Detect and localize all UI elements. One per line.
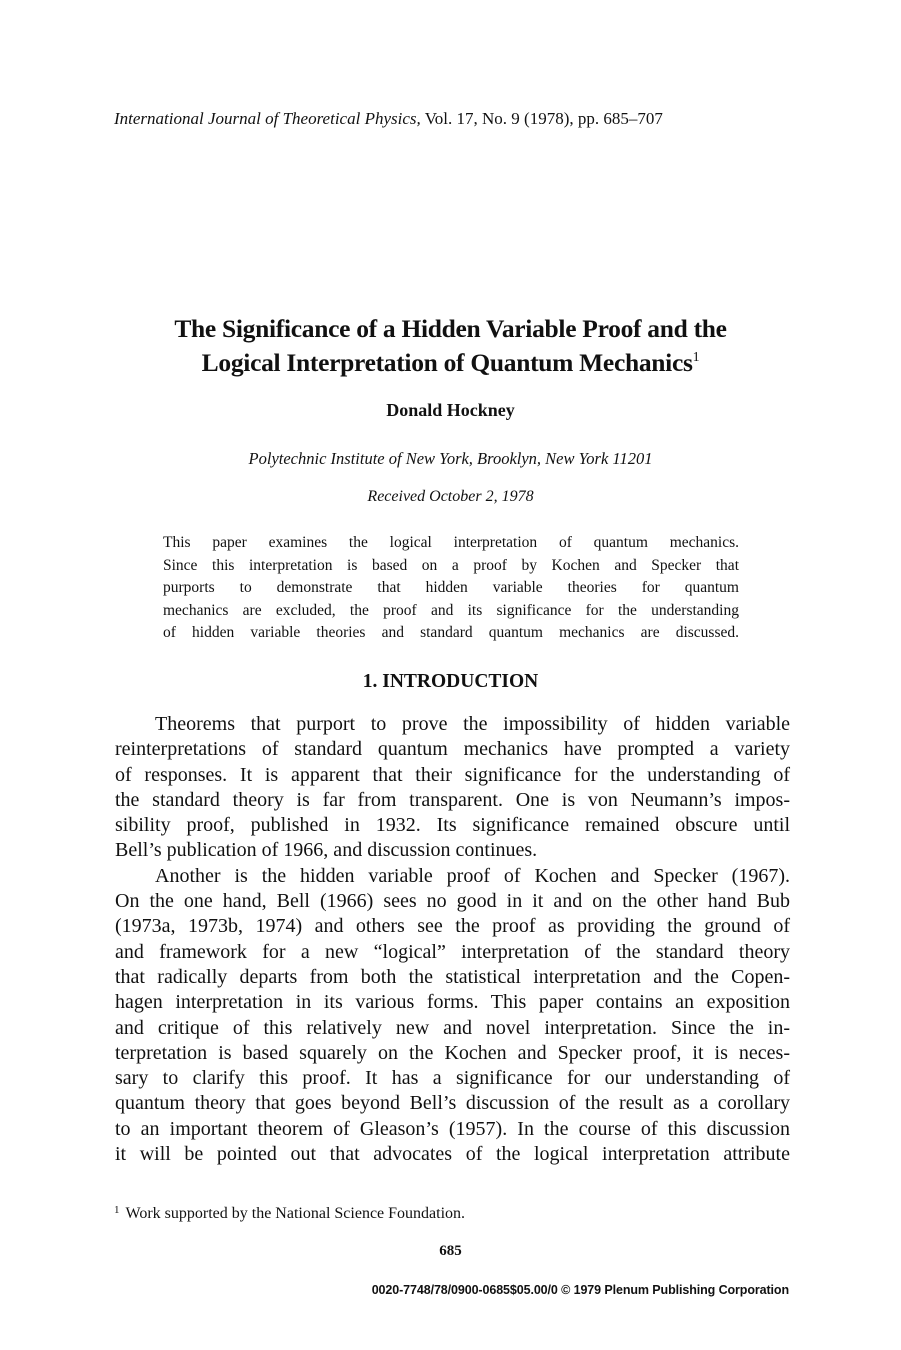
journal-volume: Vol. 17, No. 9 (1978), pp. 685–707 — [420, 109, 663, 128]
footnote-text: Work supported by the National Science Foundation. — [125, 1205, 466, 1222]
body-line: and critique of this relatively new and novel interpretation. Since the in- — [115, 1016, 790, 1039]
body-line: that radically departs from both the statistical interpretation and the Copen- — [115, 965, 790, 988]
body-line: quantum theory that goes beyond Bell’s discussion of the result as a corollary — [115, 1092, 790, 1115]
body-line: terpretation is based squarely on the Kochen and Specker proof, it is neces- — [115, 1041, 790, 1064]
abstract — [163, 532, 739, 645]
body-line: sibility proof, published in 1932. Its significance remained obscure until — [115, 814, 790, 837]
body-line: of responses. It is apparent that their significance for the understanding of — [115, 763, 790, 786]
body-line: reinterpretations of standard quantum mechanics have prompted a variety — [115, 738, 790, 761]
body-line: hagen interpretation in its various forms. This paper contains an exposition — [115, 991, 790, 1014]
body-line: Bell’s publication of 1966, and discussion continues. — [115, 839, 538, 862]
copyright-line: 0020-7748/78/0900-0685$05.00/0 © 1979 Plenum Publishing Corporation — [371, 1283, 789, 1297]
title-line-1: The Significance of a Hidden Variable Proof and the — [174, 314, 727, 343]
section-heading: 1. INTRODUCTION — [362, 671, 539, 692]
paper-title — [100, 312, 801, 380]
abstract-line: of hidden variable theories and standard quantum mechanics are discussed. — [163, 624, 739, 641]
footnote — [114, 1205, 465, 1223]
title-footnote-mark: 1 — [692, 350, 700, 365]
body-line: and framework for a new “logical” interpretation of the standard theory — [115, 940, 790, 963]
abstract-line: This paper examines the logical interpretation of quantum mechanics. — [163, 534, 739, 551]
author-affiliation: Polytechnic Institute of New York, Brooklyn, New York 11201 — [248, 449, 653, 468]
page-number: 685 — [439, 1243, 462, 1259]
body-line: it will be pointed out that advocates of the logical interpretation attribute — [115, 1143, 790, 1166]
body-line: sary to clarify this proof. It has a significance for our understanding of — [115, 1067, 790, 1090]
author-name: Donald Hockney — [386, 400, 515, 420]
body-line: to an important theorem of Gleason’s (1957). In the course of this discussion — [115, 1117, 790, 1140]
body-line: (1973a, 1973b, 1974) and others see the proof as providing the ground of — [115, 915, 790, 938]
abstract-line: Since this interpretation is based on a proof by Kochen and Specker that — [163, 556, 739, 574]
body-text — [115, 712, 790, 1167]
journal-name: International Journal of Theoretical Physics, — [114, 109, 421, 128]
body-line: the standard theory is far from transparent. One is von Neumann’s impos- — [115, 788, 790, 811]
journal-citation — [114, 109, 663, 129]
body-line: On the one hand, Bell (1966) sees no good in it and on the other hand Bub — [115, 890, 790, 913]
title-line-2: Logical Interpretation of Quantum Mechanics$^1$ — [201, 348, 700, 377]
received-date: Received October 2, 1978 — [367, 488, 534, 505]
footnote-mark: 1 — [114, 1204, 120, 1216]
abstract-line: mechanics are excluded, the proof and its significance for the understanding — [163, 601, 739, 619]
body-line: Theorems that purport to prove the impossibility of hidden variable — [155, 713, 790, 735]
body-line: Another is the hidden variable proof of Kochen and Specker (1967). — [155, 864, 790, 887]
abstract-line: purports to demonstrate that hidden variable theories for quantum — [163, 579, 739, 596]
